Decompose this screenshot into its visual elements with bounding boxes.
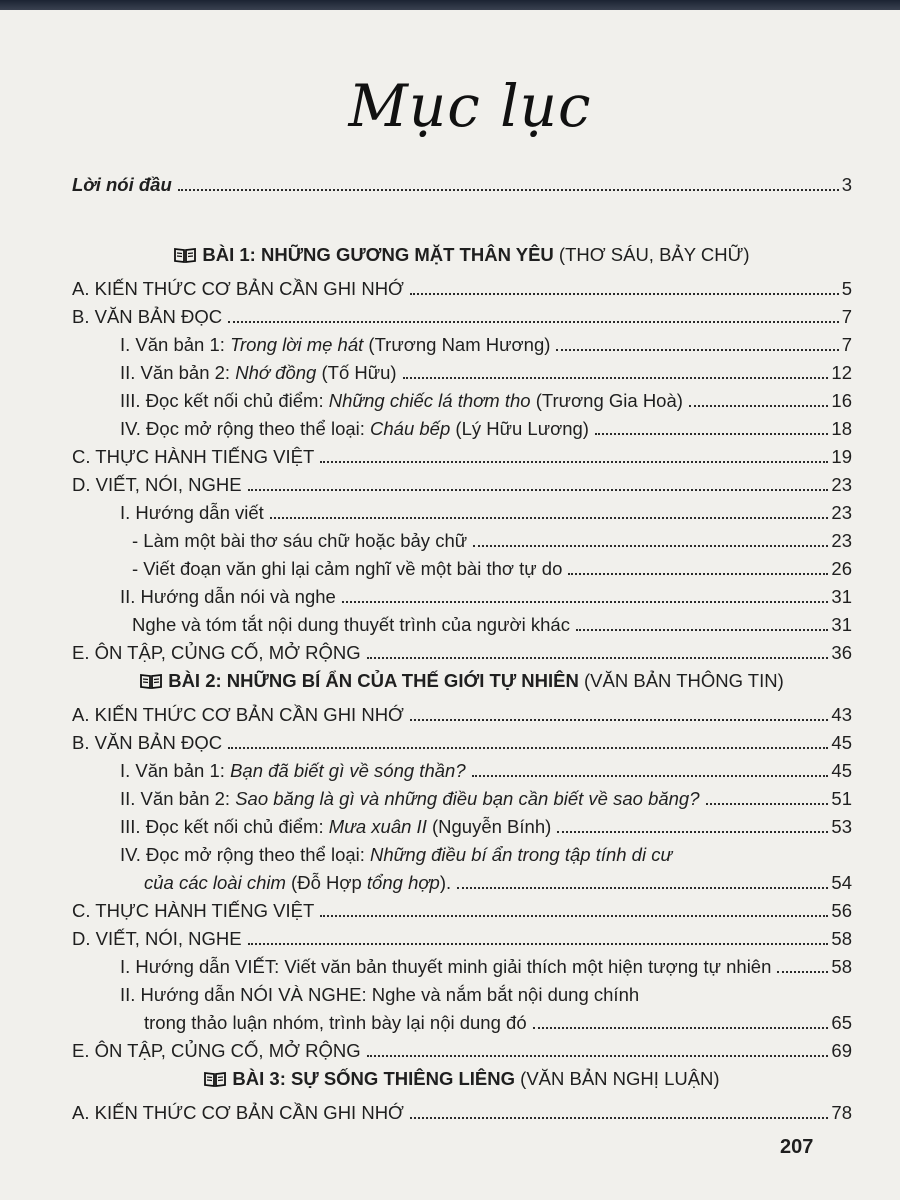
leader-dots: [556, 348, 838, 351]
leader-dots: [248, 942, 829, 945]
entry-label: IV. Đọc mở rộng theo thể loại: Những điều bí ẩn trong tập tính di cư: [120, 844, 673, 865]
toc-entry[interactable]: [72, 840, 852, 866]
toc-entry[interactable]: [72, 924, 852, 950]
entry-label: II. Hướng dẫn NÓI VÀ NGHE: Nghe và nắm bắt nội dung chính: [120, 984, 640, 1005]
toc-entry[interactable]: [72, 498, 852, 524]
leader-dots: [367, 656, 829, 659]
entry-page: 18: [831, 418, 852, 439]
leader-dots: [777, 970, 828, 973]
entry-page: 23: [831, 474, 852, 495]
leader-dots: [320, 914, 828, 917]
toc-entry[interactable]: [72, 470, 852, 496]
entry-label: D. VIẾT, NÓI, NGHE: [72, 928, 242, 949]
entry-label: D. VIẾT, NÓI, NGHE: [72, 474, 242, 495]
entry-label: E. ÔN TẬP, CỦNG CỐ, MỞ RỘNG: [72, 1040, 361, 1061]
lesson-type: (VĂN BẢN NGHỊ LUẬN): [515, 1068, 720, 1089]
entry-page: 5: [841, 278, 852, 299]
lesson-type: (THƠ SÁU, BẢY CHỮ): [553, 244, 750, 265]
lesson-1-heading: [72, 244, 852, 266]
entry-label: Lời nói đầu: [72, 174, 172, 195]
entry-page: 54: [831, 872, 852, 893]
leader-dots: [248, 488, 829, 491]
entry-page: 56: [831, 900, 852, 921]
lesson-title: BÀI 1: NHỮNG GƯƠNG MẶT THÂN YÊU: [202, 244, 554, 265]
leader-dots: [557, 830, 828, 833]
toc-entry[interactable]: [72, 980, 852, 1006]
entry-page: 43: [831, 704, 852, 725]
entry-page: 69: [831, 1040, 852, 1061]
entry-label: A. KIẾN THỨC CƠ BẢN CẦN GHI NHỚ: [72, 704, 404, 725]
entry-label: C. THỰC HÀNH TIẾNG VIỆT: [72, 900, 315, 921]
toc-entry[interactable]: [72, 784, 852, 810]
entry-label: II. Hướng dẫn nói và nghe: [120, 586, 336, 607]
leader-dots: [576, 628, 828, 631]
entry-page: 7: [841, 306, 852, 327]
leader-dots: [403, 376, 829, 379]
entry-page: 7: [841, 334, 852, 355]
leader-dots: [270, 516, 829, 519]
entry-page: 53: [831, 816, 852, 837]
lesson-title: BÀI 2: NHỮNG BÍ ẨN CỦA THẾ GIỚI TỰ NHIÊN: [168, 670, 579, 691]
entry-label: C. THỰC HÀNH TIẾNG VIỆT: [72, 446, 315, 467]
entry-page: 3: [841, 174, 852, 195]
entry-page: 16: [831, 390, 852, 411]
entry-label: I. Văn bản 1: Bạn đã biết gì về sóng thần?: [120, 760, 466, 781]
entry-page: 45: [831, 732, 852, 753]
toc-entry[interactable]: [72, 442, 852, 468]
open-book-icon: [204, 1071, 226, 1087]
entry-label: II. Văn bản 2: Sao băng là gì và những điều bạn cần biết về sao băng?: [120, 788, 700, 809]
entry-label: III. Đọc kết nối chủ điểm: Mưa xuân II (Nguyễn Bính): [120, 816, 552, 837]
toc-entry[interactable]: [72, 330, 852, 356]
toc-entry[interactable]: [72, 1098, 852, 1124]
leader-dots: [410, 292, 839, 295]
entry-label: - Viết đoạn văn ghi lại cảm nghĩ về một bài thơ tự do: [132, 558, 563, 579]
entry-label: - Làm một bài thơ sáu chữ hoặc bảy chữ: [132, 530, 468, 551]
toc-entry[interactable]: [72, 302, 852, 328]
leader-dots: [568, 572, 828, 575]
toc-entry[interactable]: [72, 414, 852, 440]
lesson-type: (VĂN BẢN THÔNG TIN): [578, 670, 784, 691]
open-book-icon: [174, 247, 196, 263]
toc-entry[interactable]: [72, 1036, 852, 1062]
toc-entry[interactable]: [72, 638, 852, 664]
entry-page: 58: [831, 956, 852, 977]
leader-dots: [178, 188, 839, 191]
leader-dots: [410, 1116, 829, 1119]
entry-page: 23: [831, 502, 852, 523]
entry-label: I. Hướng dẫn viết: [120, 502, 264, 523]
leader-dots: [320, 460, 828, 463]
entry-page: 45: [831, 760, 852, 781]
entry-label: E. ÔN TẬP, CỦNG CỐ, MỞ RỘNG: [72, 642, 361, 663]
entry-page: 65: [831, 1012, 852, 1033]
leader-dots: [228, 320, 839, 323]
entry-label: của các loài chim (Đỗ Hợp tổng hợp).: [144, 872, 452, 893]
leader-dots: [228, 746, 828, 749]
top-edge: [0, 0, 900, 10]
leader-dots: [410, 718, 829, 721]
toc-entry[interactable]: [72, 358, 852, 384]
entry-label: A. KIẾN THỨC CƠ BẢN CẦN GHI NHỚ: [72, 1102, 404, 1123]
lesson-2-heading: [72, 670, 852, 692]
entry-page: 12: [831, 362, 852, 383]
toc-entry[interactable]: [72, 526, 852, 552]
lesson-title: BÀI 3: SỰ SỐNG THIÊNG LIÊNG: [232, 1068, 516, 1089]
toc-entry[interactable]: [72, 582, 852, 608]
leader-dots: [706, 802, 829, 805]
entry-page: 58: [831, 928, 852, 949]
entry-label: I. Hướng dẫn VIẾT: Viết văn bản thuyết minh giải thích một hiện tượng tự nhiên: [120, 956, 772, 977]
toc-entry-continuation[interactable]: [72, 1008, 852, 1034]
entry-page: 31: [831, 586, 852, 607]
entry-label: III. Đọc kết nối chủ điểm: Những chiếc lá thơm tho (Trương Gia Hoà): [120, 390, 683, 411]
entry-label: IV. Đọc mở rộng theo thể loại: Cháu bếp (Lý Hữu Lương): [120, 418, 589, 439]
toc-entry[interactable]: [72, 952, 852, 978]
toc-entry[interactable]: [72, 700, 852, 726]
leader-dots: [367, 1054, 829, 1057]
entry-page: 36: [831, 642, 852, 663]
entry-page: 78: [831, 1102, 852, 1123]
open-book-icon: [140, 673, 162, 689]
toc-page: [0, 10, 900, 1200]
entry-label: A. KIẾN THỨC CƠ BẢN CẦN GHI NHỚ: [72, 278, 404, 299]
page-title: Mục lục: [348, 72, 592, 140]
toc-entry[interactable]: [72, 728, 852, 754]
toc-entry[interactable]: [72, 610, 852, 636]
entry-label: trong thảo luận nhóm, trình bày lại nội dung đó: [144, 1012, 527, 1033]
leader-dots: [595, 432, 828, 435]
toc-entry[interactable]: [72, 386, 852, 412]
page-number: 207: [780, 1136, 814, 1158]
toc-entry[interactable]: [72, 756, 852, 782]
entry-page: 26: [831, 558, 852, 579]
toc-entry[interactable]: [72, 274, 852, 300]
leader-dots: [457, 886, 828, 889]
leader-dots: [533, 1026, 829, 1029]
entry-page: 51: [831, 788, 852, 809]
lesson-3-heading: [72, 1068, 852, 1090]
entry-label: B. VĂN BẢN ĐỌC: [72, 306, 223, 327]
toc-entry[interactable]: [72, 896, 852, 922]
toc-entry[interactable]: [72, 554, 852, 580]
toc-entry[interactable]: [72, 812, 852, 838]
entry-label: II. Văn bản 2: Nhớ đồng (Tố Hữu): [120, 362, 397, 383]
entry-label: B. VĂN BẢN ĐỌC: [72, 732, 223, 753]
entry-page: 23: [831, 530, 852, 551]
toc-entry-foreword[interactable]: [72, 170, 852, 196]
leader-dots: [689, 404, 829, 407]
entry-label: Nghe và tóm tắt nội dung thuyết trình của người khác: [132, 614, 570, 635]
entry-page: 31: [831, 614, 852, 635]
leader-dots: [342, 600, 829, 603]
entry-page: 19: [831, 446, 852, 467]
entry-label: I. Văn bản 1: Trong lời mẹ hát (Trương Nam Hương): [120, 334, 551, 355]
leader-dots: [472, 774, 829, 777]
toc-entry-continuation[interactable]: [72, 868, 852, 894]
leader-dots: [473, 544, 828, 547]
